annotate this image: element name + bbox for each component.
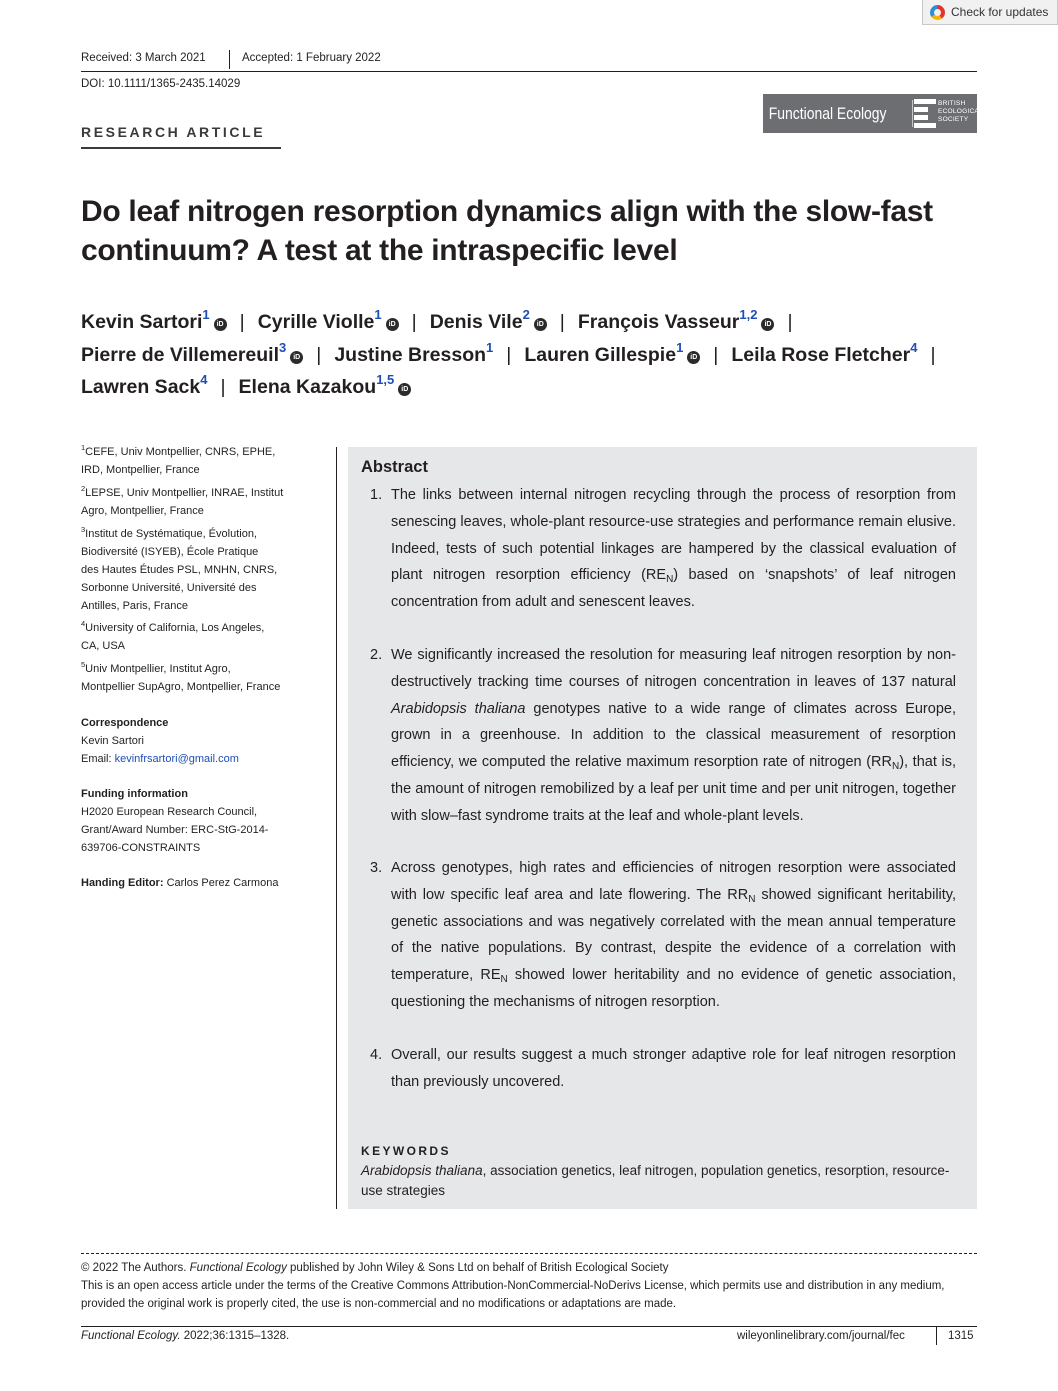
author-affiliation[interactable]: 1,5 (376, 372, 395, 387)
author-name[interactable]: Lawren Sack (81, 376, 201, 398)
orcid-icon[interactable]: iD (398, 383, 411, 396)
crossmark-icon (930, 5, 945, 20)
title-line-2: continuum? A test at the intraspecific level (81, 234, 678, 267)
point-text: Across genotypes, high rates and efficiencies of nitrogen resorption were associated with low specific leaf area and late flowering. The $RR_N$ showed significant heritability, genetic associations and was negatively correlated with the mean annual temperature of the native populations. By contrast, despite the evidence of a correlation with temperature, $RE_N$ showed lower heritability and no evidence of genetic association, questioning the mechanisms of nitrogen resorption. (391, 860, 956, 1010)
orcid-icon[interactable]: iD (534, 318, 547, 331)
handling-editor-label: Handing Editor: (81, 877, 164, 889)
affiliation-text: Antilles, Paris, France (81, 600, 188, 612)
author-name[interactable]: Leila Rose Fletcher (731, 344, 911, 366)
column-divider (336, 447, 337, 1209)
affiliation-text: CEFE, Univ Montpellier, CNRS, EPHE, (85, 446, 276, 458)
point-number: 4. (370, 1047, 383, 1063)
copyright-notice (81, 1259, 977, 1313)
author-affiliation[interactable]: 4 (910, 340, 918, 355)
author-affiliation[interactable]: 1 (676, 340, 684, 355)
journal-logo (763, 94, 983, 133)
society-line-3: SOCIETY (938, 116, 969, 123)
affiliation-text: Biodiversité (ISYEB), École Pratique (81, 546, 259, 558)
check-for-updates-label: Check for updates (951, 5, 1049, 19)
article-type-rule (81, 147, 281, 149)
journal-url[interactable]: wileyonlinelibrary.com/journal/fec (737, 1330, 905, 1342)
author-name[interactable]: Justine Bresson (334, 344, 487, 366)
funding-text: Grant/Award Number: ERC-StG-2014- (81, 824, 269, 836)
author-name[interactable]: Pierre de Villemereuil (81, 344, 279, 366)
affiliation-text: des Hautes Études PSL, MNHN, CNRS, (81, 564, 278, 576)
affiliation-text: University of California, Los Angeles, (85, 622, 265, 634)
point-number: 1. (370, 487, 383, 503)
author-affiliation[interactable]: 4 (200, 372, 208, 387)
received-date: Received: 3 March 2021 (81, 52, 206, 64)
author-line-1: Kevin Sartori$^1$iD | Cyrille Violle$^1$iD | Denis Vile$^2$iD | François Vasseur$^{1,2}$iD | (81, 307, 793, 333)
funding-text: 639706-CONSTRAINTS (81, 842, 201, 854)
logo-divider (912, 100, 913, 127)
orcid-icon[interactable]: iD (761, 318, 774, 331)
license-text: This is an open access article under the terms of the Creative Commons Attribution-NonCommercial-NoDerivs License, which permits use and distribution in any medium, provided the original work is properly cited, the use is non-commercial and no modifications or adaptations are made. (81, 1280, 945, 1310)
affiliation-text: LEPSE, Univ Montpellier, INRAE, Institut (85, 487, 284, 499)
author-name[interactable]: Elena Kazakou (238, 376, 377, 398)
page-number: 1315 (948, 1330, 974, 1342)
article-title (81, 192, 981, 270)
keywords (361, 1161, 951, 1201)
affiliation-text: CA, USA (81, 640, 126, 652)
article-type: RESEARCH ARTICLE (81, 124, 266, 140)
affiliation-number: 4 (81, 619, 86, 628)
correspondence (81, 714, 326, 768)
affiliation-number: 5 (81, 660, 86, 669)
email-label: Email: (81, 753, 112, 765)
doi[interactable]: DOI: 10.1111/1365-2435.14029 (81, 78, 241, 90)
affiliation-number: 3 (81, 525, 86, 534)
citation-details: 2022;36:1315–1328. (183, 1330, 290, 1342)
point-text: The links between internal nitrogen recycling through the process of resorption from senescing leaves, whole-plant resource-use strategies and performance remain elusive. Indeed, tests of such potential linkages are hampered by the classical evaluation of plant nitrogen resorption efficiency $(RE_N)$ based on ‘snapshots’ of leaf nitrogen concentration from adult and senescent leaves. (391, 487, 957, 611)
keyword-italic: Arabidopsis thaliana (361, 1163, 483, 1178)
affiliation-2 (81, 484, 326, 520)
affiliation-number: 2 (81, 484, 86, 493)
affiliation-text: Agro, Montpellier, France (81, 505, 204, 517)
abstract-title: Abstract (361, 458, 428, 476)
abstract-point-2 (361, 642, 956, 830)
correspondence-name: Kevin Sartori (81, 735, 144, 747)
point-text: Overall, our results suggest a much stronger adaptive role for leaf nitrogen resorption than previously uncovered. (391, 1047, 956, 1090)
affiliation-text: Univ Montpellier, Institut Agro, (85, 663, 231, 675)
society-name (938, 100, 983, 124)
copyright-prefix: © 2022 The Authors. (81, 1262, 187, 1274)
author-line-3: Lawren Sack$^4$ | Elena Kazakou$^{1,5}$iD (81, 376, 411, 399)
handling-editor (81, 874, 326, 892)
citation (81, 1330, 289, 1342)
point-number: 3. (370, 860, 383, 876)
orcid-icon[interactable]: iD (290, 351, 303, 364)
footer-dashed-rule (81, 1253, 977, 1254)
author-name[interactable]: Lauren Gillespie (524, 344, 677, 366)
affiliation-number: 1 (81, 443, 86, 452)
orcid-icon[interactable]: iD (687, 351, 700, 364)
funding-label: Funding information (81, 788, 188, 800)
orcid-icon[interactable]: iD (386, 318, 399, 331)
bes-logo-icon (914, 99, 936, 128)
author-affiliation[interactable]: 1 (202, 307, 210, 322)
abstract-point-1 (361, 482, 956, 616)
point-text: We significantly increased the resolution for measuring leaf nitrogen resorption by non-destructively tracking time courses of nitrogen concentration in leaves of 137 natural Arabidopsis thaliana genotypes native to a wide range of climates across Europe, grown in a greenhouse. In addition to the classical measurement of resorption efficiency, we computed the relative maximum resorption rate of nitrogen $(RR_N)$, that is, the amount of nitrogen remobilized by a leaf per unit time and per unit nitrogen, together with slow–fast syndrome traits at the leaf and whole-plant levels. (391, 647, 956, 824)
author-name[interactable]: Kevin Sartori (81, 311, 203, 333)
copyright-journal: Functional Ecology (189, 1262, 287, 1274)
funding-information (81, 785, 326, 857)
affiliation-text: Montpellier SupAgro, Montpellier, France (81, 681, 281, 693)
orcid-icon[interactable]: iD (214, 318, 227, 331)
author-name[interactable]: François Vasseur (577, 311, 740, 333)
author-line-2: Pierre de Villemereuil$^3$iD | Justine Bresson$^1$ | Lauren Gillespie$^1$iD | Leila Rose Fletcher$^4$ | (81, 340, 936, 366)
handling-editor-name: Carlos Perez Carmona (166, 877, 279, 889)
abstract-point-3 (361, 855, 956, 1016)
keywords-label: KEYWORDS (361, 1144, 451, 1158)
affiliation-3 (81, 525, 326, 615)
society-line-1: BRITISH (938, 100, 966, 107)
footer-separator (936, 1327, 937, 1345)
email-link[interactable]: kevinfrsartori@gmail.com (114, 753, 239, 765)
copyright-suffix: published by John Wiley & Sons Ltd on behalf of British Ecological Society (290, 1262, 669, 1274)
author-affiliation[interactable]: 2 (522, 307, 530, 322)
author-affiliation[interactable]: 1 (374, 307, 382, 322)
author-name[interactable]: Denis Vile (429, 311, 523, 333)
affiliation-4 (81, 619, 326, 655)
correspondence-label: Correspondence (81, 717, 169, 729)
citation-journal: Functional Ecology. (81, 1330, 181, 1342)
society-line-2: ECOLOGICAL (938, 108, 983, 115)
author-affiliation[interactable]: 1,2 (739, 307, 758, 322)
check-for-updates-button[interactable] (922, 0, 1058, 25)
affiliation-text: Sorbonne Université, Université des (81, 582, 257, 594)
author-affiliation[interactable]: 3 (279, 340, 287, 355)
header-rule (81, 71, 977, 72)
footer-rule (81, 1326, 977, 1327)
author-name[interactable]: Cyrille Violle (257, 311, 375, 333)
point-number: 2. (370, 647, 383, 663)
accepted-date: Accepted: 1 February 2022 (242, 52, 381, 64)
affiliation-1 (81, 443, 326, 479)
affiliation-text: Institut de Systématique, Évolution, (85, 528, 257, 540)
affiliation-text: IRD, Montpellier, France (81, 464, 200, 476)
author-affiliation[interactable]: 1 (486, 340, 494, 355)
abstract-point-4 (361, 1042, 956, 1096)
keyword-list: , association genetics, leaf nitrogen, population genetics, resorption, resource-use strategies (361, 1163, 950, 1198)
affiliation-5 (81, 660, 326, 696)
header-separator (229, 50, 230, 69)
journal-name: Functional Ecology (768, 103, 887, 123)
title-line-1: Do leaf nitrogen resorption dynamics align with the slow-fast (81, 195, 933, 228)
funding-text: H2020 European Research Council, (81, 806, 258, 818)
